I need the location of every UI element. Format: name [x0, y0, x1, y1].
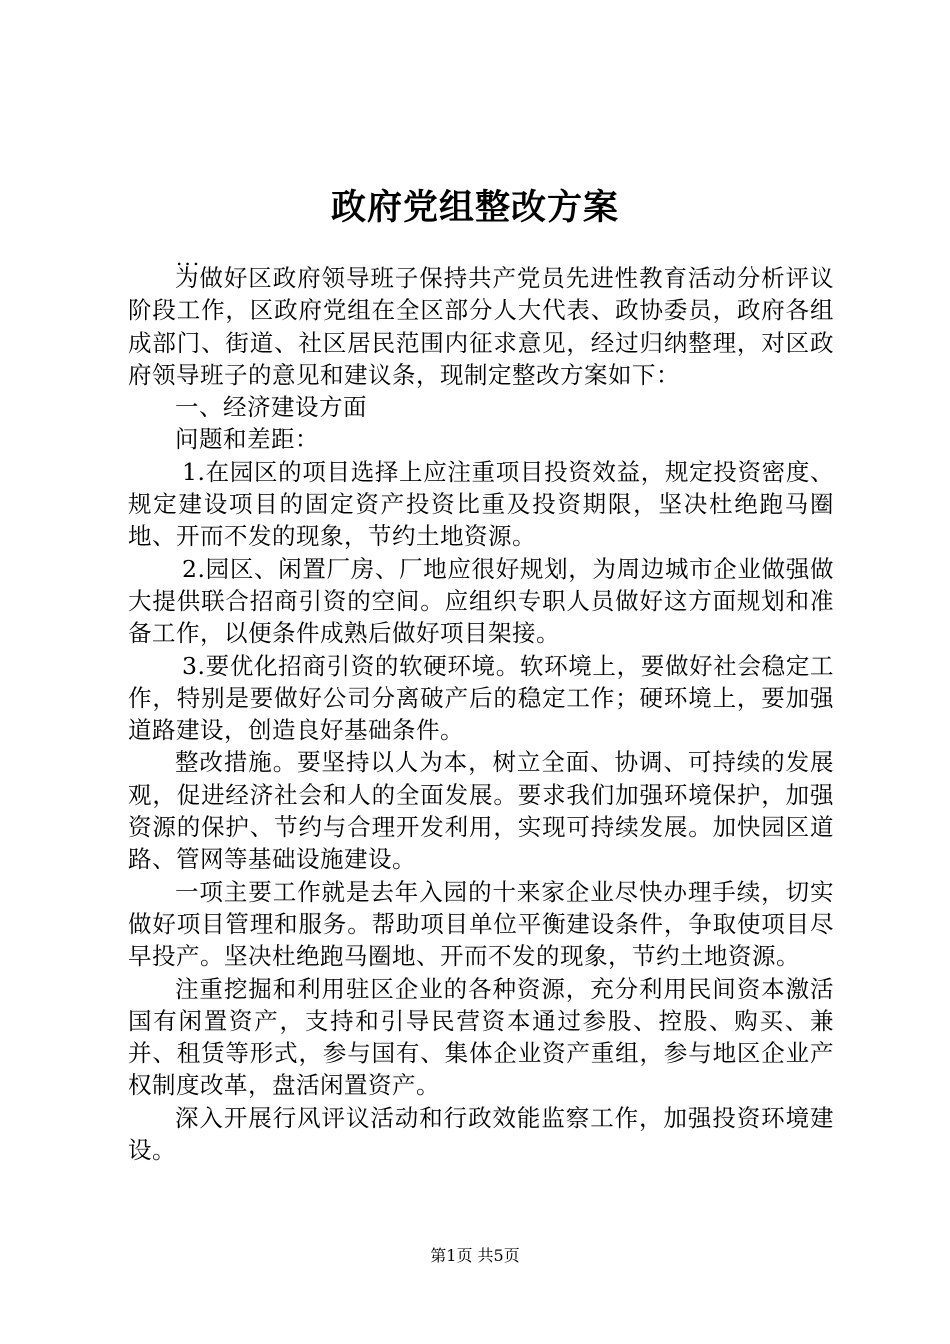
problem-item-2: 2.园区、闲置厂房、厂地应很好规划，为周边城市企业做强做大提供联合招商引资的空间。应组织专职人员做好这方面规划和准备工作，以便条件成熟后做好项目架接。: [128, 554, 834, 648]
section-heading: 一、经济建设方面: [175, 393, 367, 422]
subheading-problems: 问题和差距：: [175, 425, 319, 454]
measures-paragraph: 整改措施。要坚持以人为本，树立全面、协调、可持续的发展观，促进经济社会和人的全面发展。要求我们加强环境保护，加强资源的保护、节约与合理开发利用，实现可持续发展。加快园区道路、管网等基础设施建设。: [128, 748, 834, 874]
page-footer: 第1页 共5页: [430, 1246, 520, 1265]
ellipsis-text: ...: [176, 246, 202, 270]
document-title: 政府党组整改方案: [330, 187, 619, 228]
key-task-paragraph: 一项主要工作就是去年入园的十来家企业尽快办理手续，切实做好项目管理和服务。帮助项目单位平衡建设条件，争取使项目尽早投产。坚决杜绝跑马圈地、开而不发的现象，节约土地资源。: [128, 877, 834, 971]
evaluation-paragraph: 深入开展行风评议活动和行政效能监察工作，加强投资环境建设。: [128, 1103, 834, 1165]
problem-item-3: 3.要优化招商引资的软硬环境。软环境上，要做好社会稳定工作，特别是要做好公司分离破产后的稳定工作；硬环境上，要加强道路建设，创造良好基础条件。: [128, 651, 834, 745]
resources-paragraph: 注重挖掘和利用驻区企业的各种资源，充分利用民间资本激活国有闲置资产，支持和引导民营资本通过参股、控股、购买、兼并、租赁等形式，参与国有、集体企业资产重组，参与地区企业产权制度改革，盘活闲置资产。: [128, 974, 834, 1100]
problem-item-1: 1.在园区的项目选择上应注重项目投资效益，规定投资密度、规定建设项目的固定资产投资比重及投资期限，坚决杜绝跑马圈地、开而不发的现象，节约土地资源。: [128, 457, 834, 551]
intro-paragraph: 为做好区政府领导班子保持共产党员先进性教育活动分析评议阶段工作，区政府党组在全区部分人大代表、政协委员，政府各组成部门、街道、社区居民范围内征求意见，经过归纳整理，对区政府领导班子的意见和建议条，现制定整改方案如下：: [128, 264, 834, 389]
document-body: [128, 262, 834, 1166]
